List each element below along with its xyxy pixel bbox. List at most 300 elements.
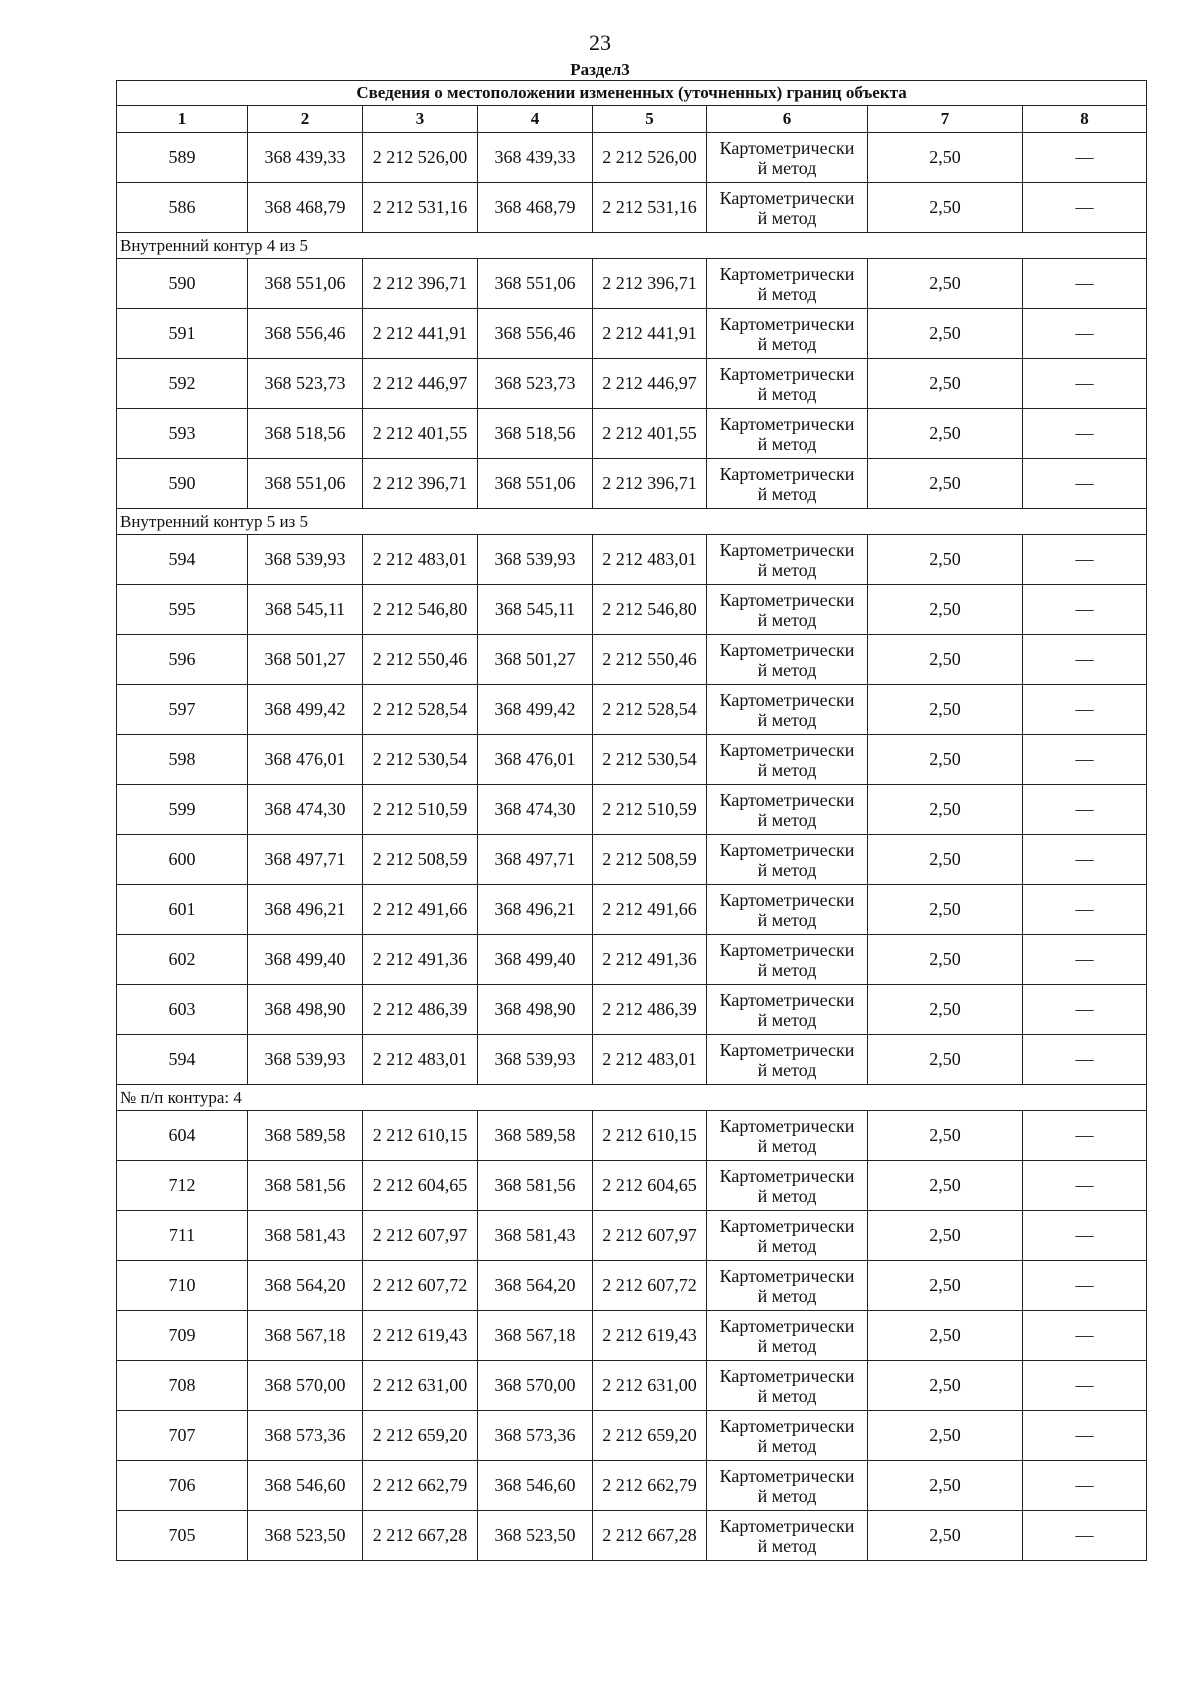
point-number-cell: 592 <box>117 359 248 409</box>
method-cell <box>707 459 868 509</box>
x-coordinate-cell: 368 551,06 <box>248 459 363 509</box>
table-row <box>117 985 1147 1035</box>
method-cell <box>707 1161 868 1211</box>
precision-cell: 2,50 <box>868 1035 1023 1085</box>
x-coordinate-cell: 368 570,00 <box>248 1361 363 1411</box>
method-text-line2: й метод <box>757 809 817 830</box>
table-row <box>117 259 1147 309</box>
x-coordinate-cell: 368 545,11 <box>478 585 593 635</box>
method-text-line2: й метод <box>757 659 817 680</box>
precision-cell: 2,50 <box>868 133 1023 183</box>
x-coordinate-cell: 368 496,21 <box>478 885 593 935</box>
method-text-line1: Картометрически <box>719 313 855 334</box>
method-cell <box>707 183 868 233</box>
x-coordinate-cell: 368 476,01 <box>478 735 593 785</box>
boundary-coordinates-table <box>116 80 1147 1561</box>
column-number: 6 <box>707 106 868 133</box>
x-coordinate-cell: 368 497,71 <box>248 835 363 885</box>
x-coordinate-cell: 368 551,06 <box>248 259 363 309</box>
description-cell: — <box>1023 1511 1147 1561</box>
x-coordinate-cell: 368 497,71 <box>478 835 593 885</box>
method-text-line2: й метод <box>757 1285 817 1306</box>
column-number: 7 <box>868 106 1023 133</box>
x-coordinate-cell: 368 556,46 <box>248 309 363 359</box>
method-cell <box>707 1035 868 1085</box>
point-number-cell: 596 <box>117 635 248 685</box>
method-cell <box>707 635 868 685</box>
method-text-line1: Картометрически <box>719 363 855 384</box>
point-number-cell: 594 <box>117 535 248 585</box>
precision-cell: 2,50 <box>868 1211 1023 1261</box>
point-number-cell: 595 <box>117 585 248 635</box>
method-text-line1: Картометрически <box>719 1365 855 1386</box>
y-coordinate-cell: 2 212 550,46 <box>363 635 478 685</box>
x-coordinate-cell: 368 581,43 <box>478 1211 593 1261</box>
y-coordinate-cell: 2 212 631,00 <box>363 1361 478 1411</box>
page-number: 23 <box>589 30 611 55</box>
description-cell: — <box>1023 1161 1147 1211</box>
y-coordinate-cell: 2 212 528,54 <box>593 685 707 735</box>
method-cell <box>707 785 868 835</box>
method-cell <box>707 985 868 1035</box>
x-coordinate-cell: 368 589,58 <box>248 1111 363 1161</box>
precision-cell: 2,50 <box>868 935 1023 985</box>
x-coordinate-cell: 368 501,27 <box>478 635 593 685</box>
y-coordinate-cell: 2 212 619,43 <box>593 1311 707 1361</box>
contour-group-label: № п/п контура: 4 <box>117 1085 1147 1111</box>
precision-cell: 2,50 <box>868 359 1023 409</box>
contour-group-row <box>117 1085 1147 1111</box>
y-coordinate-cell: 2 212 508,59 <box>363 835 478 885</box>
y-coordinate-cell: 2 212 531,16 <box>593 183 707 233</box>
x-coordinate-cell: 368 474,30 <box>478 785 593 835</box>
point-number-cell: 586 <box>117 183 248 233</box>
y-coordinate-cell: 2 212 401,55 <box>363 409 478 459</box>
method-text-line2: й метод <box>757 959 817 980</box>
method-cell <box>707 359 868 409</box>
description-cell: — <box>1023 935 1147 985</box>
point-number-cell: 712 <box>117 1161 248 1211</box>
y-coordinate-cell: 2 212 607,72 <box>593 1261 707 1311</box>
method-text-line1: Картометрически <box>719 263 855 284</box>
table-row <box>117 935 1147 985</box>
table-row <box>117 183 1147 233</box>
precision-cell: 2,50 <box>868 1411 1023 1461</box>
description-cell: — <box>1023 309 1147 359</box>
table-row <box>117 459 1147 509</box>
y-coordinate-cell: 2 212 491,66 <box>363 885 478 935</box>
y-coordinate-cell: 2 212 659,20 <box>363 1411 478 1461</box>
point-number-cell: 591 <box>117 309 248 359</box>
table-row <box>117 885 1147 935</box>
point-number-cell: 601 <box>117 885 248 935</box>
table-row <box>117 1361 1147 1411</box>
y-coordinate-cell: 2 212 446,97 <box>363 359 478 409</box>
method-text-line2: й метод <box>757 483 817 504</box>
y-coordinate-cell: 2 212 491,36 <box>593 935 707 985</box>
x-coordinate-cell: 368 581,56 <box>478 1161 593 1211</box>
point-number-cell: 597 <box>117 685 248 735</box>
y-coordinate-cell: 2 212 662,79 <box>593 1461 707 1511</box>
y-coordinate-cell: 2 212 483,01 <box>363 535 478 585</box>
method-text-line2: й метод <box>757 559 817 580</box>
y-coordinate-cell: 2 212 526,00 <box>363 133 478 183</box>
method-text-line2: й метод <box>757 1009 817 1030</box>
x-coordinate-cell: 368 496,21 <box>248 885 363 935</box>
method-text-line1: Картометрически <box>719 789 855 810</box>
y-coordinate-cell: 2 212 546,80 <box>593 585 707 635</box>
x-coordinate-cell: 368 474,30 <box>248 785 363 835</box>
method-cell <box>707 1511 868 1561</box>
y-coordinate-cell: 2 212 610,15 <box>593 1111 707 1161</box>
point-number-cell: 599 <box>117 785 248 835</box>
contour-group-label: Внутренний контур 5 из 5 <box>117 509 1147 535</box>
x-coordinate-cell: 368 539,93 <box>248 535 363 585</box>
precision-cell: 2,50 <box>868 1461 1023 1511</box>
x-coordinate-cell: 368 523,73 <box>248 359 363 409</box>
precision-cell: 2,50 <box>868 885 1023 935</box>
column-number: 8 <box>1023 106 1147 133</box>
description-cell: — <box>1023 1311 1147 1361</box>
description-cell: — <box>1023 785 1147 835</box>
precision-cell: 2,50 <box>868 985 1023 1035</box>
y-coordinate-cell: 2 212 530,54 <box>363 735 478 785</box>
x-coordinate-cell: 368 476,01 <box>248 735 363 785</box>
description-cell: — <box>1023 259 1147 309</box>
y-coordinate-cell: 2 212 510,59 <box>363 785 478 835</box>
table-row <box>117 1411 1147 1461</box>
precision-cell: 2,50 <box>868 259 1023 309</box>
point-number-cell: 600 <box>117 835 248 885</box>
description-cell: — <box>1023 685 1147 735</box>
method-text-line1: Картометрически <box>719 1465 855 1486</box>
x-coordinate-cell: 368 551,06 <box>478 459 593 509</box>
x-coordinate-cell: 368 499,40 <box>248 935 363 985</box>
description-cell: — <box>1023 1461 1147 1511</box>
method-text-line1: Картометрически <box>719 1415 855 1436</box>
x-coordinate-cell: 368 523,50 <box>248 1511 363 1561</box>
x-coordinate-cell: 368 439,33 <box>478 133 593 183</box>
precision-cell: 2,50 <box>868 835 1023 885</box>
method-text-line2: й метод <box>757 383 817 404</box>
column-numbers-row <box>117 106 1147 133</box>
precision-cell: 2,50 <box>868 535 1023 585</box>
x-coordinate-cell: 368 539,93 <box>478 1035 593 1085</box>
method-text-line2: й метод <box>757 859 817 880</box>
point-number-cell: 589 <box>117 133 248 183</box>
precision-cell: 2,50 <box>868 1261 1023 1311</box>
description-cell: — <box>1023 985 1147 1035</box>
y-coordinate-cell: 2 212 619,43 <box>363 1311 478 1361</box>
y-coordinate-cell: 2 212 441,91 <box>363 309 478 359</box>
y-coordinate-cell: 2 212 446,97 <box>593 359 707 409</box>
precision-cell: 2,50 <box>868 585 1023 635</box>
method-text-line2: й метод <box>757 1485 817 1506</box>
method-text-line2: й метод <box>757 283 817 304</box>
x-coordinate-cell: 368 556,46 <box>478 309 593 359</box>
point-number-cell: 711 <box>117 1211 248 1261</box>
y-coordinate-cell: 2 212 441,91 <box>593 309 707 359</box>
point-number-cell: 602 <box>117 935 248 985</box>
method-text-line2: й метод <box>757 759 817 780</box>
method-text-line1: Картометрически <box>719 739 855 760</box>
y-coordinate-cell: 2 212 667,28 <box>593 1511 707 1561</box>
table-row <box>117 535 1147 585</box>
x-coordinate-cell: 368 499,42 <box>248 685 363 735</box>
point-number-cell: 598 <box>117 735 248 785</box>
point-number-cell: 705 <box>117 1511 248 1561</box>
method-text-line2: й метод <box>757 333 817 354</box>
method-text-line1: Картометрически <box>719 989 855 1010</box>
y-coordinate-cell: 2 212 396,71 <box>363 259 478 309</box>
point-number-cell: 706 <box>117 1461 248 1511</box>
method-cell <box>707 409 868 459</box>
y-coordinate-cell: 2 212 401,55 <box>593 409 707 459</box>
method-cell <box>707 585 868 635</box>
table-row <box>117 1311 1147 1361</box>
description-cell: — <box>1023 535 1147 585</box>
point-number-cell: 603 <box>117 985 248 1035</box>
description-cell: — <box>1023 459 1147 509</box>
point-number-cell: 604 <box>117 1111 248 1161</box>
table-row <box>117 1161 1147 1211</box>
method-cell <box>707 1211 868 1261</box>
x-coordinate-cell: 368 518,56 <box>478 409 593 459</box>
method-text-line2: й метод <box>757 1185 817 1206</box>
section-title: Раздел3 <box>570 60 630 79</box>
column-number: 3 <box>363 106 478 133</box>
x-coordinate-cell: 368 551,06 <box>478 259 593 309</box>
column-number: 4 <box>478 106 593 133</box>
contour-group-row <box>117 233 1147 259</box>
x-coordinate-cell: 368 518,56 <box>248 409 363 459</box>
method-cell <box>707 1111 868 1161</box>
y-coordinate-cell: 2 212 604,65 <box>363 1161 478 1211</box>
point-number-cell: 590 <box>117 259 248 309</box>
column-number: 5 <box>593 106 707 133</box>
y-coordinate-cell: 2 212 550,46 <box>593 635 707 685</box>
method-cell <box>707 935 868 985</box>
table-row <box>117 409 1147 459</box>
method-cell <box>707 133 868 183</box>
description-cell: — <box>1023 885 1147 935</box>
table-row <box>117 835 1147 885</box>
x-coordinate-cell: 368 567,18 <box>478 1311 593 1361</box>
method-text-line2: й метод <box>757 609 817 630</box>
table-body <box>117 81 1147 1561</box>
method-cell <box>707 685 868 735</box>
precision-cell: 2,50 <box>868 1161 1023 1211</box>
description-cell: — <box>1023 1211 1147 1261</box>
precision-cell: 2,50 <box>868 409 1023 459</box>
method-text-line2: й метод <box>757 1135 817 1156</box>
y-coordinate-cell: 2 212 610,15 <box>363 1111 478 1161</box>
description-cell: — <box>1023 359 1147 409</box>
point-number-cell: 709 <box>117 1311 248 1361</box>
description-cell: — <box>1023 409 1147 459</box>
method-text-line1: Картометрически <box>719 1115 855 1136</box>
description-cell: — <box>1023 1035 1147 1085</box>
precision-cell: 2,50 <box>868 183 1023 233</box>
y-coordinate-cell: 2 212 531,16 <box>363 183 478 233</box>
y-coordinate-cell: 2 212 528,54 <box>363 685 478 735</box>
table-caption-row <box>117 81 1147 106</box>
table-row <box>117 735 1147 785</box>
x-coordinate-cell: 368 501,27 <box>248 635 363 685</box>
method-text-line2: й метод <box>757 1435 817 1456</box>
method-cell <box>707 1361 868 1411</box>
y-coordinate-cell: 2 212 607,97 <box>593 1211 707 1261</box>
method-cell <box>707 835 868 885</box>
x-coordinate-cell: 368 581,56 <box>248 1161 363 1211</box>
precision-cell: 2,50 <box>868 635 1023 685</box>
method-cell <box>707 1461 868 1511</box>
description-cell: — <box>1023 835 1147 885</box>
precision-cell: 2,50 <box>868 459 1023 509</box>
table-row <box>117 133 1147 183</box>
method-text-line2: й метод <box>757 1385 817 1406</box>
y-coordinate-cell: 2 212 526,00 <box>593 133 707 183</box>
method-text-line1: Картометрически <box>719 889 855 910</box>
method-text-line1: Картометрически <box>719 639 855 660</box>
method-cell <box>707 1311 868 1361</box>
column-number: 2 <box>248 106 363 133</box>
y-coordinate-cell: 2 212 396,71 <box>363 459 478 509</box>
method-text-line1: Картометрически <box>719 413 855 434</box>
x-coordinate-cell: 368 539,93 <box>248 1035 363 1085</box>
table-row <box>117 585 1147 635</box>
method-text-line1: Картометрически <box>719 1315 855 1336</box>
table-row <box>117 1461 1147 1511</box>
y-coordinate-cell: 2 212 659,20 <box>593 1411 707 1461</box>
precision-cell: 2,50 <box>868 1361 1023 1411</box>
description-cell: — <box>1023 133 1147 183</box>
description-cell: — <box>1023 635 1147 685</box>
method-text-line2: й метод <box>757 1059 817 1080</box>
y-coordinate-cell: 2 212 662,79 <box>363 1461 478 1511</box>
point-number-cell: 707 <box>117 1411 248 1461</box>
y-coordinate-cell: 2 212 546,80 <box>363 585 478 635</box>
method-cell <box>707 309 868 359</box>
method-cell <box>707 885 868 935</box>
table-row <box>117 1111 1147 1161</box>
x-coordinate-cell: 368 570,00 <box>478 1361 593 1411</box>
description-cell: — <box>1023 1411 1147 1461</box>
precision-cell: 2,50 <box>868 309 1023 359</box>
method-text-line1: Картометрически <box>719 939 855 960</box>
y-coordinate-cell: 2 212 530,54 <box>593 735 707 785</box>
method-text-line1: Картометрически <box>719 1039 855 1060</box>
x-coordinate-cell: 368 439,33 <box>248 133 363 183</box>
method-cell <box>707 259 868 309</box>
x-coordinate-cell: 368 567,18 <box>248 1311 363 1361</box>
method-cell <box>707 1411 868 1461</box>
x-coordinate-cell: 368 573,36 <box>248 1411 363 1461</box>
y-coordinate-cell: 2 212 396,71 <box>593 459 707 509</box>
table-row <box>117 635 1147 685</box>
contour-group-row <box>117 509 1147 535</box>
x-coordinate-cell: 368 581,43 <box>248 1211 363 1261</box>
y-coordinate-cell: 2 212 607,97 <box>363 1211 478 1261</box>
x-coordinate-cell: 368 499,40 <box>478 935 593 985</box>
x-coordinate-cell: 368 498,90 <box>478 985 593 1035</box>
table-row <box>117 1261 1147 1311</box>
x-coordinate-cell: 368 564,20 <box>248 1261 363 1311</box>
y-coordinate-cell: 2 212 483,01 <box>593 1035 707 1085</box>
x-coordinate-cell: 368 523,73 <box>478 359 593 409</box>
description-cell: — <box>1023 735 1147 785</box>
x-coordinate-cell: 368 546,60 <box>248 1461 363 1511</box>
method-text-line1: Картометрически <box>719 1265 855 1286</box>
description-cell: — <box>1023 585 1147 635</box>
method-text-line1: Картометрически <box>719 1515 855 1536</box>
point-number-cell: 593 <box>117 409 248 459</box>
method-text-line2: й метод <box>757 1235 817 1256</box>
point-number-cell: 590 <box>117 459 248 509</box>
x-coordinate-cell: 368 545,11 <box>248 585 363 635</box>
method-text-line2: й метод <box>757 157 817 178</box>
method-text-line1: Картометрически <box>719 689 855 710</box>
method-cell <box>707 1261 868 1311</box>
x-coordinate-cell: 368 498,90 <box>248 985 363 1035</box>
method-text-line1: Картометрически <box>719 839 855 860</box>
method-text-line1: Картометрически <box>719 137 855 158</box>
method-text-line1: Картометрически <box>719 1165 855 1186</box>
table-caption: Сведения о местоположении измененных (уточненных) границ объекта <box>117 81 1147 106</box>
point-number-cell: 594 <box>117 1035 248 1085</box>
table-row <box>117 309 1147 359</box>
x-coordinate-cell: 368 468,79 <box>248 183 363 233</box>
y-coordinate-cell: 2 212 607,72 <box>363 1261 478 1311</box>
point-number-cell: 710 <box>117 1261 248 1311</box>
x-coordinate-cell: 368 573,36 <box>478 1411 593 1461</box>
precision-cell: 2,50 <box>868 785 1023 835</box>
precision-cell: 2,50 <box>868 1111 1023 1161</box>
description-cell: — <box>1023 1261 1147 1311</box>
method-text-line2: й метод <box>757 207 817 228</box>
y-coordinate-cell: 2 212 483,01 <box>363 1035 478 1085</box>
contour-group-label: Внутренний контур 4 из 5 <box>117 233 1147 259</box>
y-coordinate-cell: 2 212 604,65 <box>593 1161 707 1211</box>
description-cell: — <box>1023 1361 1147 1411</box>
y-coordinate-cell: 2 212 491,36 <box>363 935 478 985</box>
x-coordinate-cell: 368 468,79 <box>478 183 593 233</box>
method-text-line1: Картометрически <box>719 1215 855 1236</box>
method-text-line1: Картометрически <box>719 539 855 560</box>
method-text-line2: й метод <box>757 433 817 454</box>
table-row <box>117 359 1147 409</box>
method-cell <box>707 535 868 585</box>
method-text-line2: й метод <box>757 709 817 730</box>
precision-cell: 2,50 <box>868 1311 1023 1361</box>
x-coordinate-cell: 368 499,42 <box>478 685 593 735</box>
table-row <box>117 1035 1147 1085</box>
y-coordinate-cell: 2 212 510,59 <box>593 785 707 835</box>
y-coordinate-cell: 2 212 491,66 <box>593 885 707 935</box>
precision-cell: 2,50 <box>868 685 1023 735</box>
point-number-cell: 708 <box>117 1361 248 1411</box>
table-row <box>117 1511 1147 1561</box>
x-coordinate-cell: 368 539,93 <box>478 535 593 585</box>
x-coordinate-cell: 368 589,58 <box>478 1111 593 1161</box>
description-cell: — <box>1023 183 1147 233</box>
x-coordinate-cell: 368 546,60 <box>478 1461 593 1511</box>
method-text-line1: Картометрически <box>719 463 855 484</box>
y-coordinate-cell: 2 212 631,00 <box>593 1361 707 1411</box>
y-coordinate-cell: 2 212 486,39 <box>593 985 707 1035</box>
y-coordinate-cell: 2 212 508,59 <box>593 835 707 885</box>
method-cell <box>707 735 868 785</box>
